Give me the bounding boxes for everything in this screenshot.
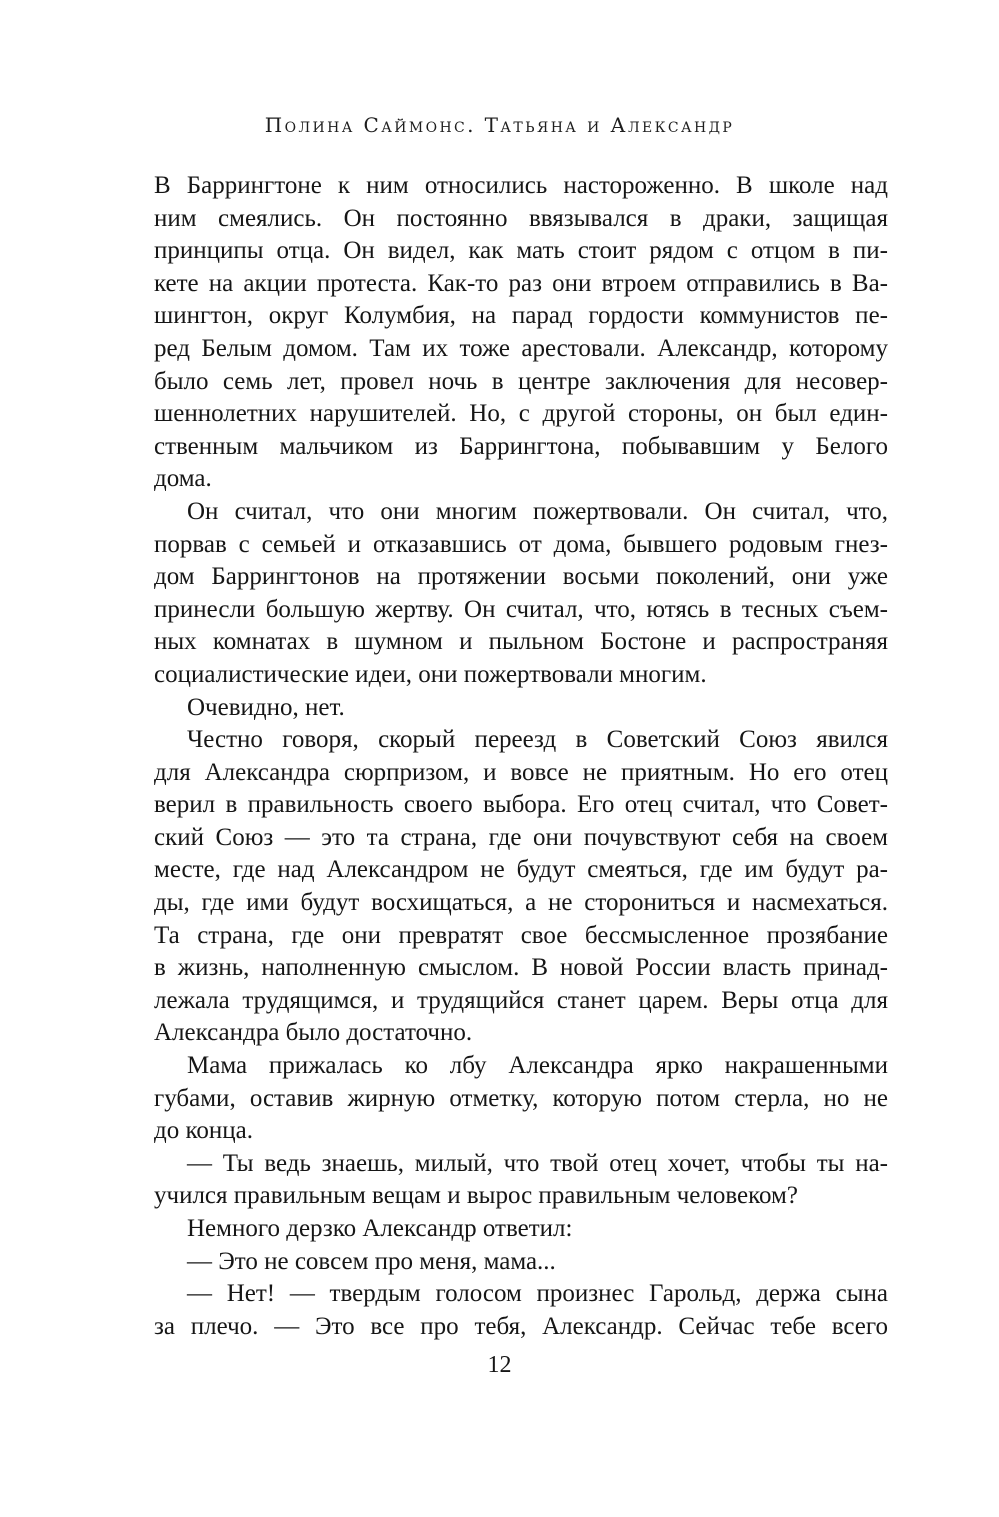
text-line: для Александра сюрпризом, и вовсе не приятным. Но его отец — [154, 758, 888, 786]
text-line: Александра было достаточно. — [154, 1019, 473, 1047]
text-line: губами, оставив жирную отметку, которую потом стерла, но не — [154, 1084, 888, 1112]
text-line: Честно говоря, скорый переезд в Советский Союз явился — [187, 726, 888, 754]
text-line: лежала трудящимся, и трудящийся станет царем. Веры отца для — [154, 986, 888, 1014]
text-line: — Ты ведь знаешь, милый, что твой отец хочет, чтобы ты на- — [187, 1149, 888, 1177]
text-line: за плечо. — Это все про тебя, Александр. Сейчас тебе всего — [154, 1312, 888, 1340]
text-line: ды, где ими будут восхищаться, а не сторониться и насмехаться. — [154, 889, 888, 917]
text-line: ред Белым домом. Там их тоже арестовали. Александр, которому — [154, 334, 888, 362]
text-line: социалистические идеи, они пожертвовали многим. — [154, 660, 707, 688]
body-text — [154, 170, 888, 1343]
text-line: дом Баррингтонов на протяжении восьми поколений, они уже — [154, 563, 888, 591]
text-line: ственным мальчиком из Баррингтона, побывавшим у Белого — [154, 432, 888, 460]
text-line: Мама прижалась ко лбу Александра ярко накрашенными — [187, 1052, 888, 1080]
text-line: до конца. — [154, 1117, 253, 1145]
text-line: В Баррингтоне к ним относились настороженно. В школе над — [154, 172, 888, 199]
text-line: в жизнь, наполненную смыслом. В новой России власть принад- — [154, 954, 888, 982]
text-line: верил в правильность своего выбора. Его отец считал, что Совет- — [154, 791, 888, 819]
text-line: кете на акции протеста. Как-то раз они втроем отправились в Ва- — [154, 269, 888, 297]
text-line: ных комнатах в шумном и пыльном Бостоне и распространяя — [154, 628, 888, 656]
text-line: учился правильным вещам и вырос правильным человеком? — [154, 1182, 798, 1210]
page-number: 12 — [487, 1352, 512, 1378]
text-line: — Нет! — твердым голосом произнес Гарольд, держа сына — [187, 1280, 888, 1308]
text-line: шеннолетних нарушителей. Но, с другой стороны, он был един- — [154, 400, 888, 428]
text-line: Немного дерзко Александр ответил: — [187, 1215, 573, 1242]
text-line: Та страна, где они превратят свое бессмысленное прозябание — [154, 921, 888, 949]
text-line: порвав с семьей и отказавшись от дома, бывшего родовым гнез- — [154, 530, 888, 558]
text-line: месте, где над Александром не будут смеяться, где им будут ра- — [154, 856, 888, 884]
text-line: Он считал, что они многим пожертвовали. Он считал, что, — [187, 497, 888, 525]
text-line: принесли большую жертву. Он считал, что, ютясь в тесных съем- — [154, 595, 888, 623]
text-line: принципы отца. Он видел, как мать стоит рядом с отцом в пи- — [154, 237, 888, 265]
text-line: было семь лет, провел ночь в центре заключения для несовер- — [154, 367, 888, 395]
text-line: ним смеялись. Он постоянно ввязывался в драки, защищая — [154, 204, 888, 232]
text-line: дома. — [154, 465, 212, 493]
text-line: ский Союз — это та страна, где они почувствуют себя на своем — [154, 823, 888, 851]
running-head: Полина Саймонс. Татьяна и Александр — [264, 113, 735, 137]
text-line: шингтон, округ Колумбия, на парад гордости коммунистов пе- — [154, 302, 888, 330]
text-line: — Это не совсем про меня, мама... — [187, 1247, 556, 1275]
text-line: Очевидно, нет. — [187, 693, 345, 721]
